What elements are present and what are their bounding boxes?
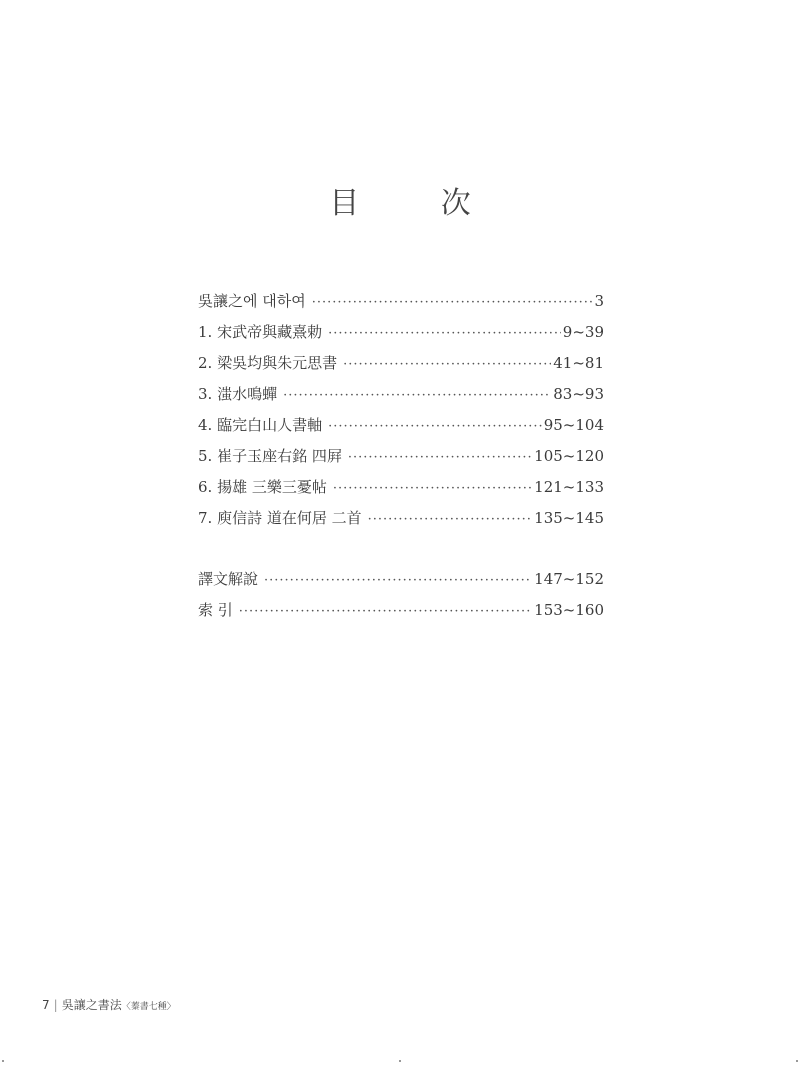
print-crop-marks [0,1060,800,1066]
toc-entry [198,568,604,599]
toc-entry-page: 135~145 [534,509,604,527]
toc-entry-page: 153~160 [534,601,604,619]
toc-entry [198,414,604,445]
toc-entry-page: 9~39 [562,323,604,341]
toc-entry-page: 3 [594,292,604,310]
toc-entry-label: 3. 滍水鳴蟬 [198,385,278,403]
footer-separator: | [53,998,58,1012]
toc-entry [198,383,604,414]
footer-series-label: 〈蓁書七種〉 [121,1002,176,1012]
toc-section-gap [198,538,604,568]
toc-entry-page: 121~133 [534,478,604,496]
toc-leader-dots [368,512,533,527]
toc-entry [198,321,604,352]
toc-entry [198,290,604,321]
toc-entry-page: 41~81 [553,354,604,372]
toc-entry-label: 4. 臨完白山人書軸 [198,416,323,434]
toc-leader-dots [328,419,542,434]
toc-leader-dots [312,295,593,310]
toc-leader-dots [333,481,532,496]
toc-entry [198,507,604,538]
toc-leader-dots [348,450,532,465]
toc-entry-label: 5. 崔子玉座右銘 四屛 [198,447,342,465]
footer-book-title: 吳讓之書法 [61,998,122,1012]
toc-entry [198,352,604,383]
toc-entry-label: 6. 揚雄 三樂三憂帖 [198,478,327,496]
crop-mark [2,1060,4,1062]
toc-entry [198,599,604,630]
toc-leader-dots [264,573,532,588]
table-of-contents [198,290,604,630]
toc-entry-label: 7. 庾信詩 道在何居 二首 [198,509,362,527]
toc-entry-label: 2. 梁吳均與朱元思書 [198,354,338,372]
toc-entry-page: 83~93 [553,385,604,403]
toc-entry-label: 索 引 [198,601,233,619]
toc-entry-label: 吳讓之에 대하여 [198,292,306,310]
toc-leader-dots [343,357,551,372]
toc-entry-page: 147~152 [534,570,604,588]
toc-entry [198,476,604,507]
toc-entry-page: 105~120 [534,447,604,465]
crop-mark [399,1060,401,1062]
toc-entry-label: 1. 宋武帝與藏熹勅 [198,323,323,341]
toc-entry [198,445,604,476]
crop-mark [796,1060,798,1062]
page-title: 目 次 [329,186,507,221]
footer-page-number: 7 [42,998,50,1012]
toc-leader-dots [283,388,551,403]
toc-leader-dots [239,604,532,619]
toc-entry-label: 譯文解說 [198,570,259,588]
toc-leader-dots [328,326,561,341]
page-footer [42,996,176,1013]
toc-entry-page: 95~104 [543,416,604,434]
